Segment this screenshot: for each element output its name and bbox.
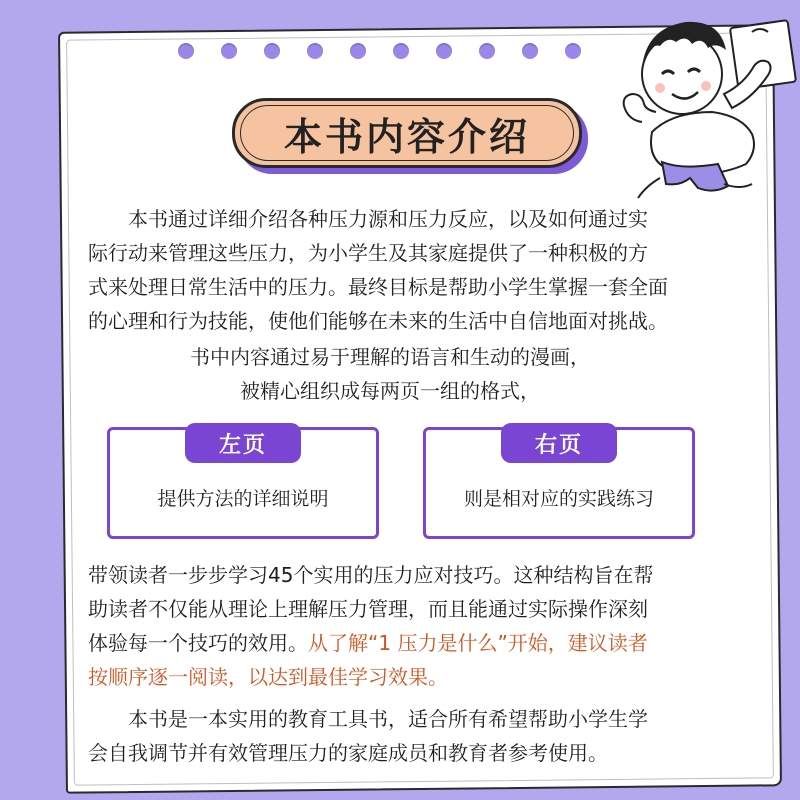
body-line: 助读者不仅能从理论上理解压力管理，而且能通过实际操作深刻 xyxy=(88,597,648,621)
right-page-description: 则是相对应的实践练习 xyxy=(463,488,654,510)
right-page-card xyxy=(423,427,695,539)
binder-hole xyxy=(436,43,452,59)
body-line: 带领读者一步步学习45个实用的压力应对技巧。这种结构旨在帮 xyxy=(88,563,654,587)
highlight-line: 按顺序逐一阅读，以达到最佳学习效果。 xyxy=(88,665,448,689)
intro-line: 本书通过详细介绍各种压力源和压力反应，以及如何通过实 xyxy=(128,207,648,231)
binder-hole xyxy=(565,43,581,59)
binder-hole xyxy=(178,43,194,59)
binder-hole xyxy=(307,43,323,59)
left-page-description: 提供方法的详细说明 xyxy=(157,488,329,510)
left-page-label: 左页 xyxy=(185,423,301,463)
title-banner xyxy=(232,98,582,168)
body-line xyxy=(88,629,648,657)
intro-line: 被精心组织成每两页一组的格式， xyxy=(240,379,540,403)
right-page-label: 右页 xyxy=(501,423,617,463)
page-title: 本书内容介绍 xyxy=(283,114,530,159)
binder-hole xyxy=(350,43,366,59)
binder-hole xyxy=(393,43,409,59)
cartoon-boy-illustration xyxy=(612,2,800,202)
binder-hole xyxy=(221,43,237,59)
closing-line: 本书是一本实用的教育工具书，适合所有希望帮助小学生学 xyxy=(128,707,648,731)
highlight-text: 从了解“1 压力是什么”开始，建议读者 xyxy=(308,631,648,655)
intro-line: 书中内容通过易于理解的语言和生动的漫画， xyxy=(190,345,590,369)
binder-hole xyxy=(522,43,538,59)
binder-hole xyxy=(264,43,280,59)
intro-line: 式来处理日常生活中的压力。最终目标是帮助小学生掌握一套全面 xyxy=(88,275,668,299)
binder-hole xyxy=(479,43,495,59)
left-page-card xyxy=(107,427,379,539)
intro-line: 的心理和行为技能，使他们能够在未来的生活中自信地面对挑战。 xyxy=(88,309,668,333)
intro-line: 际行动来管理这些压力，为小学生及其家庭提供了一种积极的方 xyxy=(88,241,648,265)
body-text: 体验每一个技巧的效用。 xyxy=(88,631,308,655)
closing-line: 会自我调节并有效管理压力的家庭成员和教育者参考使用。 xyxy=(88,741,608,765)
